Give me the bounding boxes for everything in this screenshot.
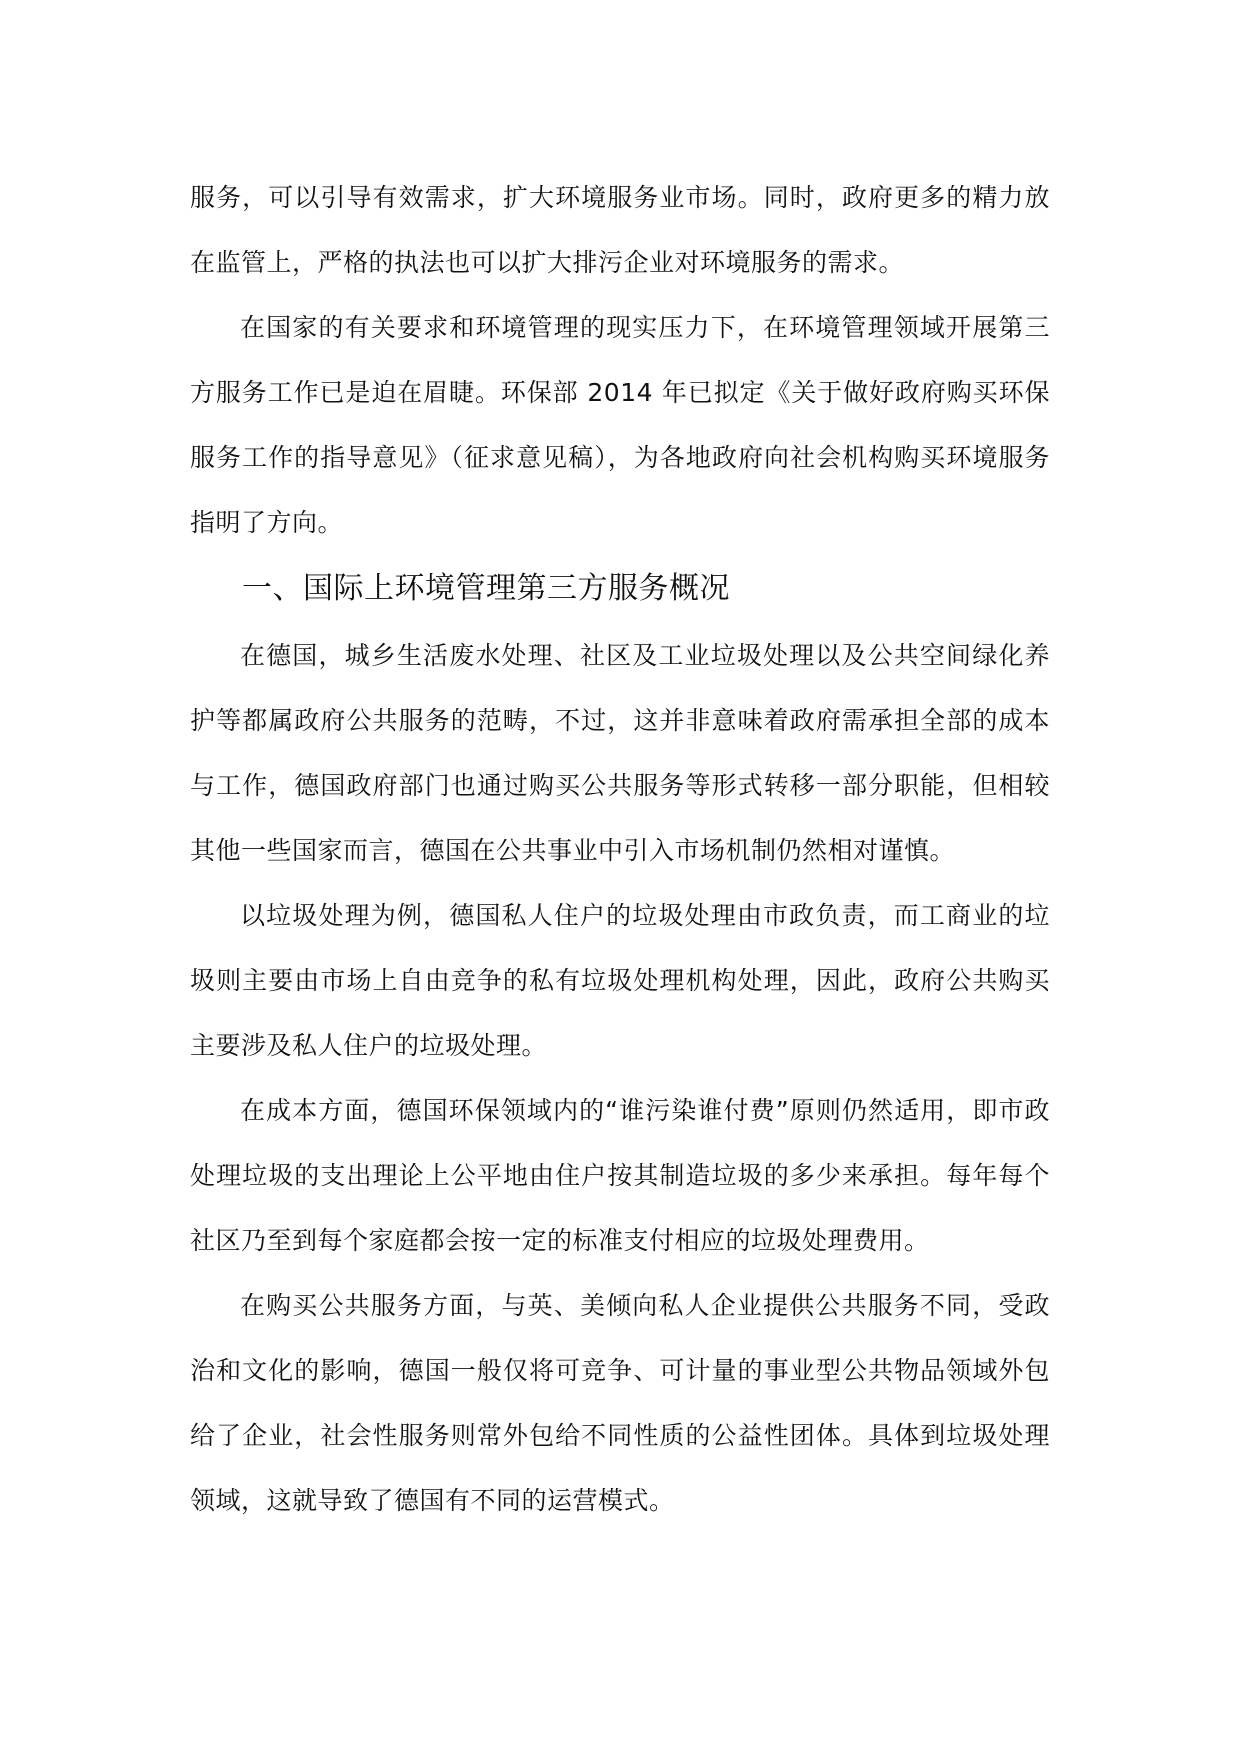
paragraph: 在国家的有关要求和环境管理的现实压力下，在环境管理领域开展第三方服务工作已是迫在眉睫。环保部 2014 年已拟定《关于做好政府购买环保服务工作的指导意见》（征求意见稿），为各地政府向社会机构购买环境服务指明了方向。 <box>190 313 1050 537</box>
document-page <box>190 165 1050 1533</box>
paragraph: 以垃圾处理为例，德国私人住户的垃圾处理由市政负责，而工商业的垃圾则主要由市场上自由竞争的私有垃圾处理机构处理，因此，政府公共购买主要涉及私人住户的垃圾处理。 <box>190 901 1050 1060</box>
paragraph: 在购买公共服务方面，与英、美倾向私人企业提供公共服务不同，受政治和文化的影响，德国一般仅将可竞争、可计量的事业型公共物品领域外包给了企业，社会性服务则常外包给不同性质的公益性团体。具体到垃圾处理领域，这就导致了德国有不同的运营模式。 <box>190 1291 1050 1515</box>
paragraph: 在德国，城乡生活废水处理、社区及工业垃圾处理以及公共空间绿化养护等都属政府公共服务的范畴，不过，这并非意味着政府需承担全部的成本与工作，德国政府部门也通过购买公共服务等形式转移一部分职能，但相较其他一些国家而言，德国在公共事业中引入市场机制仍然相对谨慎。 <box>190 641 1050 865</box>
paragraph: 在成本方面，德国环保领域内的“谁污染谁付费”原则仍然适用，即市政处理垃圾的支出理论上公平地由住户按其制造垃圾的多少来承担。每年每个社区乃至到每个家庭都会按一定的标准支付相应的垃圾处理费用。 <box>190 1096 1050 1255</box>
paragraph-continuation: 服务，可以引导有效需求，扩大环境服务业市场。同时，政府更多的精力放在监管上，严格的执法也可以扩大排污企业对环境服务的需求。 <box>190 183 1050 277</box>
section-heading: 一、国际上环境管理第三方服务概况 <box>242 571 730 606</box>
